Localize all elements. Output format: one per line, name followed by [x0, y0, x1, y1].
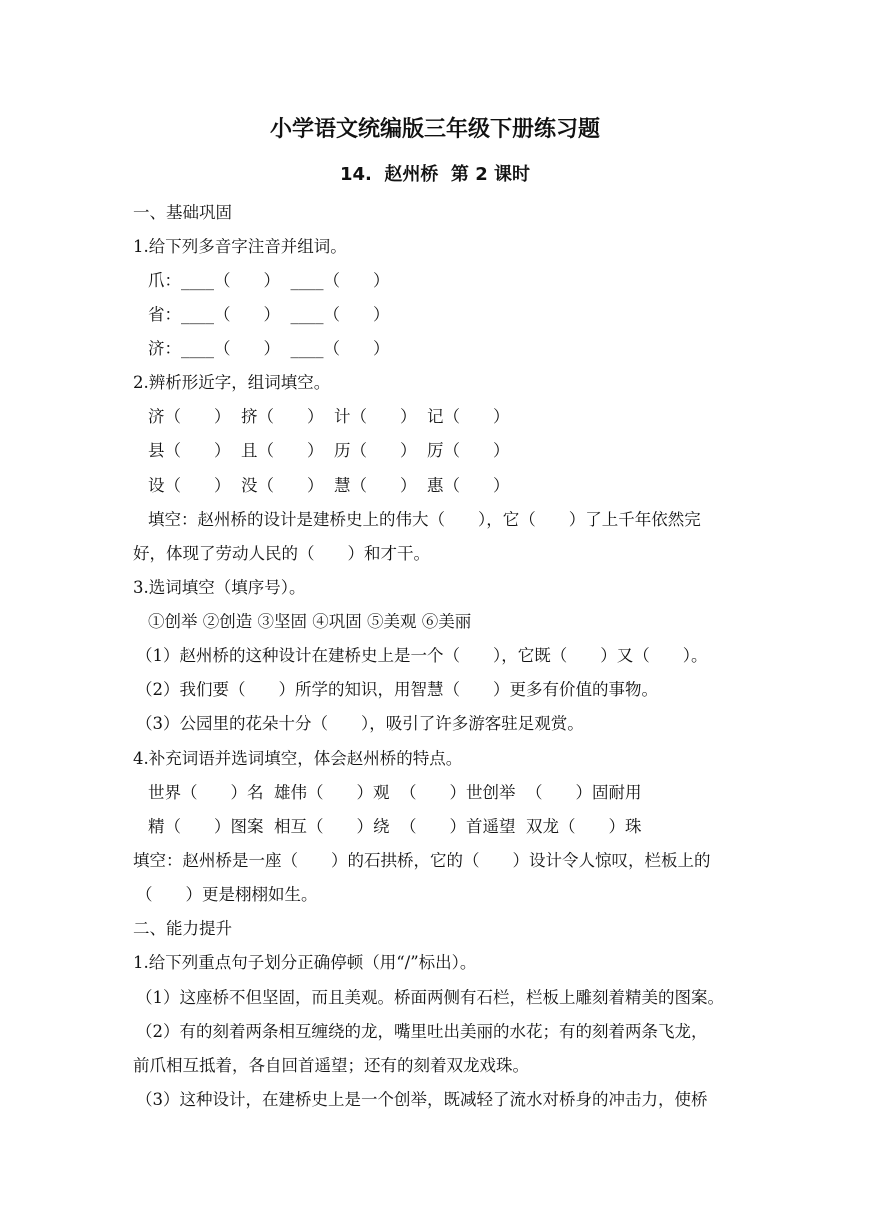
question-3-item-3: （3）公园里的花朵十分（ ），吸引了许多游客驻足观赏。 — [136, 714, 584, 733]
question-3-prompt: 3.选词填空（填序号）。 — [133, 578, 306, 597]
question-3-item-1: （1）赵州桥的这种设计在建桥史上是一个（ ），它既（ ）又（ ）。 — [136, 646, 708, 665]
question-1-item-sheng: 省：____（ ） ____（ ） — [148, 305, 390, 324]
question-4-words-row-1: 世界（ ）名 雄伟（ ）观 （ ）世创举 （ ）固耐用 — [148, 783, 642, 802]
section-basic-heading: 一、基础巩固 — [133, 203, 232, 222]
lesson-subtitle: 14. 赵州桥 第 2 课时 — [339, 164, 530, 185]
question-4-words-row-2: 精（ ）图案 相互（ ）绕 （ ）首遥望 双龙（ ）珠 — [148, 817, 642, 836]
improve-sentence-2-cont: 前爪相互抵着，各自回首遥望；还有的刻着双龙戏珠。 — [133, 1056, 529, 1075]
improve-sentence-3: （3）这种设计，在建桥史上是一个创举，既减轻了流水对桥身的冲击力，使桥 — [136, 1090, 708, 1109]
question-2-row-1: 济（ ） 挤（ ） 计（ ） 记（ ） — [148, 407, 510, 426]
improve-sentence-1: （1）这座桥不但坚固，而且美观。桥面两侧有石栏，栏板上雕刻着精美的图案。 — [136, 988, 724, 1007]
section-improve-heading: 二、能力提升 — [133, 919, 232, 938]
question-2-row-2: 县（ ） 且（ ） 历（ ） 厉（ ） — [148, 441, 510, 460]
improve-sentence-2: （2）有的刻着两条相互缠绕的龙，嘴里吐出美丽的水花；有的刻着两条飞龙， — [136, 1022, 708, 1041]
question-3-options: ①创举 ②创造 ③坚固 ④巩固 ⑤美观 ⑥美丽 — [148, 612, 472, 631]
question-2-fill-line-1: 填空：赵州桥的设计是建桥史上的伟大（ ），它（ ）了上千年依然完 — [148, 510, 701, 529]
question-1-item-ji: 济：____（ ） ____（ ） — [148, 339, 390, 358]
question-1-item-zhua: 爪：____（ ） ____（ ） — [148, 271, 390, 290]
question-2-row-3: 设（ ） 没（ ） 慧（ ） 惠（ ） — [148, 476, 510, 495]
improve-question-1-prompt: 1.给下列重点句子划分正确停顿（用“/”标出）。 — [133, 953, 477, 972]
question-4-fill-line-2: （ ）更是栩栩如生。 — [136, 885, 318, 904]
question-4-prompt: 4.补充词语并选词填空，体会赵州桥的特点。 — [133, 749, 463, 768]
question-2-prompt: 2.辨析形近字，组词填空。 — [133, 373, 331, 392]
question-1-prompt: 1.给下列多音字注音并组词。 — [133, 237, 347, 256]
question-2-fill-line-2: 好，体现了劳动人民的（ ）和才干。 — [133, 544, 430, 563]
question-4-fill-line-1: 填空：赵州桥是一座（ ）的石拱桥，它的（ ）设计令人惊叹，栏板上的 — [133, 851, 711, 870]
question-3-item-2: （2）我们要（ ）所学的知识，用智慧（ ）更多有价值的事物。 — [136, 680, 658, 699]
worksheet-title: 小学语文统编版三年级下册练习题 — [269, 117, 600, 142]
